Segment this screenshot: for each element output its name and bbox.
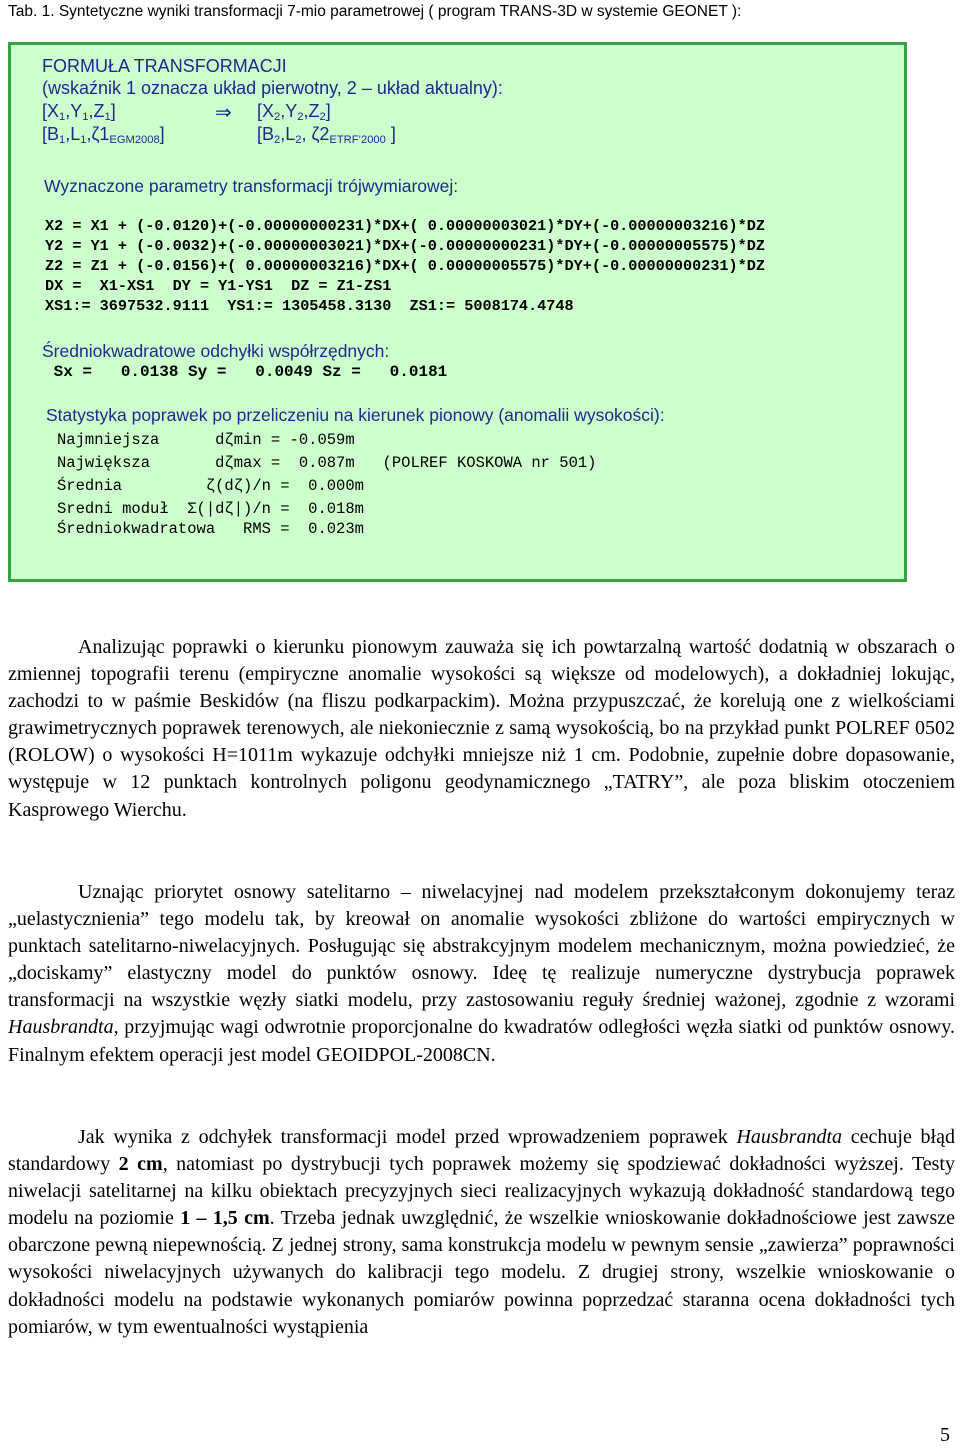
stats-line-min: Najmniejsza dζmin = -0.059m: [57, 431, 355, 449]
coord-set-1-blz: $[B_1,L_1,\zeta 1_{EGM2008}]$: [42, 124, 165, 146]
equation-line: Z2 = Z1 + (-0.0156)+( 0.00000003216)*DX+( 0.00000005575)*DY+(-0.00000000231)*DZ: [45, 257, 766, 275]
paragraph-1-text: Analizując poprawki o kierunku pionowym zauważa się ich powtarzalną wartość dodatnią w obszarach o zmiennej topografii terenu (empiryczne anomalie wysokości są większe od modelowych), a dokładniej lokując, zachodzi to w paśmie Beskidów (na fliszu podkarpackim). Można przypuszczać, że korelują one z wielkościami grawimetrycznych poprawek terenowych, ale niekoniecznie z samą wysokością, bo na przykład punkt POLREF 0502 (ROLOW) o wysokości H=1011m wykazuje odchyłki mniejsze niż 1 cm. Podobnie, zupełnie dobre dopasowanie, występuje w 12 punktach kontrolnych poligonu geodynamicznego „TATRY”, ale poza bliskim otoczeniem Kasprowego Wierchu.: [8, 636, 955, 821]
equation-line: DX = X1-XS1 DY = Y1-YS1 DZ = Z1-ZS1: [45, 277, 392, 295]
rms-values: Sx = 0.0138 Sy = 0.0049 Sz = 0.0181: [44, 363, 448, 381]
transform-arrow: ⇒: [215, 102, 232, 124]
equations-block: [45, 217, 766, 343]
paragraph-3-text-b: cechuje błąd standardowy: [8, 1126, 955, 1176]
stats-line-max: Największa dζmax = 0.087m (POLREF KOSKOWA nr 501): [57, 454, 597, 472]
coord-set-2-blz: [$B_2,L_2$, $\zeta 2_{ETRF’2000}$ ]: [257, 124, 396, 146]
equation-line: Y2 = Y1 + (-0.0032)+(-0.00000003021)*DX+(-0.00000000231)*DY+(-0.00000005575)*DZ: [45, 237, 766, 255]
paragraph-2: [8, 879, 955, 1069]
paragraph-3: [8, 1124, 955, 1341]
table-caption: Tab. 1. Syntetyczne wyniki transformacji 7-mio parametrowej ( program TRANS-3D w systemie GEONET ):: [8, 3, 742, 20]
equation-line: X2 = X1 + (-0.0120)+(-0.00000000231)*DX+( 0.00000003021)*DY+(-0.00000003216)*DZ: [45, 217, 766, 235]
paragraph-3-italic: Hausbrandta: [736, 1126, 843, 1148]
stats-title: Statystyka poprawek po przeliczeniu na kierunek pionowy (anomalii wysokości):: [46, 405, 665, 425]
stats-line-abs-mean: Sredni moduł Σ(|dζ|)/n = 0.018m: [57, 500, 364, 518]
stats-line-mean: Średnia ζ(dζ)/n = 0.000m: [57, 477, 364, 495]
params-title: Wyznaczone parametry transformacji trójwymiarowej:: [44, 176, 459, 196]
equation-line: XS1:= 3697532.9111 YS1:= 1305458.3130 ZS1:= 5008174.4748: [45, 297, 574, 315]
formula-heading: FORMUŁA TRANSFORMACJI: [42, 56, 287, 76]
page-number: 5: [940, 1424, 950, 1446]
paragraph-3-bold-2: 1 – 1,5 cm: [180, 1207, 270, 1230]
formula-subheading: (wskaźnik 1 oznacza układ pierwotny, 2 – układ aktualny):: [42, 78, 503, 98]
stats-block: [57, 431, 597, 557]
paragraph-3-bold-1: 2 cm: [118, 1153, 163, 1176]
transformation-results-box: [8, 42, 907, 582]
stats-line-rms: Średniokwadratowa RMS = 0.023m: [57, 520, 364, 538]
paragraph-1: [8, 634, 955, 824]
rms-title: Średniokwadratowe odchyłki współrzędnych:: [42, 341, 390, 361]
paragraph-3-text-c: , natomiast po dystrybucji tych poprawek możemy się spodziewać dokładności wyższej. Testy niwelacji satelitarnej na kilku obiektach precyzyjnych sieci realizacyjnych wykazują dokładność standardową tego modelu na poziomie: [8, 1153, 955, 1230]
coord-set-1-xyz: $[X_1,Y_1,Z_1]$: [42, 101, 116, 123]
paragraph-2-text-b: , przyjmując wagi odwrotnie proporcjonalne do kwadratów odległości węzła siatki od punktów osnowy. Finalnym efektem operacji jest model GEOIDPOL-2008CN.: [8, 1016, 955, 1066]
paragraph-2-text-a: Uznając priorytet osnowy satelitarno – niwelacyjnej nad modelem przekształconym dokonujemy teraz „uelastycznienia” tego modelu tak, by kreował on anomalie wysokości zbliżone do wartości empirycznych w punktach satelitarno-niwelacyjnych. Posługując się abstrakcyjnym modelem mechanicznym, można powiedzieć, że „dociskamy” elastyczny model do punktów osnowy. Ideę tę realizuje numeryczne dystrybucja poprawek transformacji na wszystkie węzły siatki modelu, przy zastosowaniu reguły średniej ważonej, zgodnie z wzorami: [8, 881, 955, 1012]
paragraph-3-text-a: Jak wynika z odchyłek transformacji model przed wprowadzeniem poprawek: [78, 1126, 737, 1148]
paragraph-2-italic: Hausbrandta: [8, 1016, 114, 1039]
paragraph-3-text-d: . Trzeba jednak uwzględnić, że wszelkie wnioskowanie dokładnościowe jest zawsze obarczone pewną niepewnością. Z jednej strony, sama konstrukcja modelu w pewnym sensie „zawierza” poprawności wysokości niwelacyjnych używanych do kalibracji tego modelu. Z drugiej strony, wszelkie wnioskowanie o dokładności modelu na podstawie wykonanych pomiarów powinna poprzedzać staranna ocena dokładności tych pomiarów, w tym ewentualności wystąpienia: [8, 1207, 955, 1338]
coord-set-2-xyz: $[X_2,Y_2,Z_2]$: [257, 101, 331, 123]
